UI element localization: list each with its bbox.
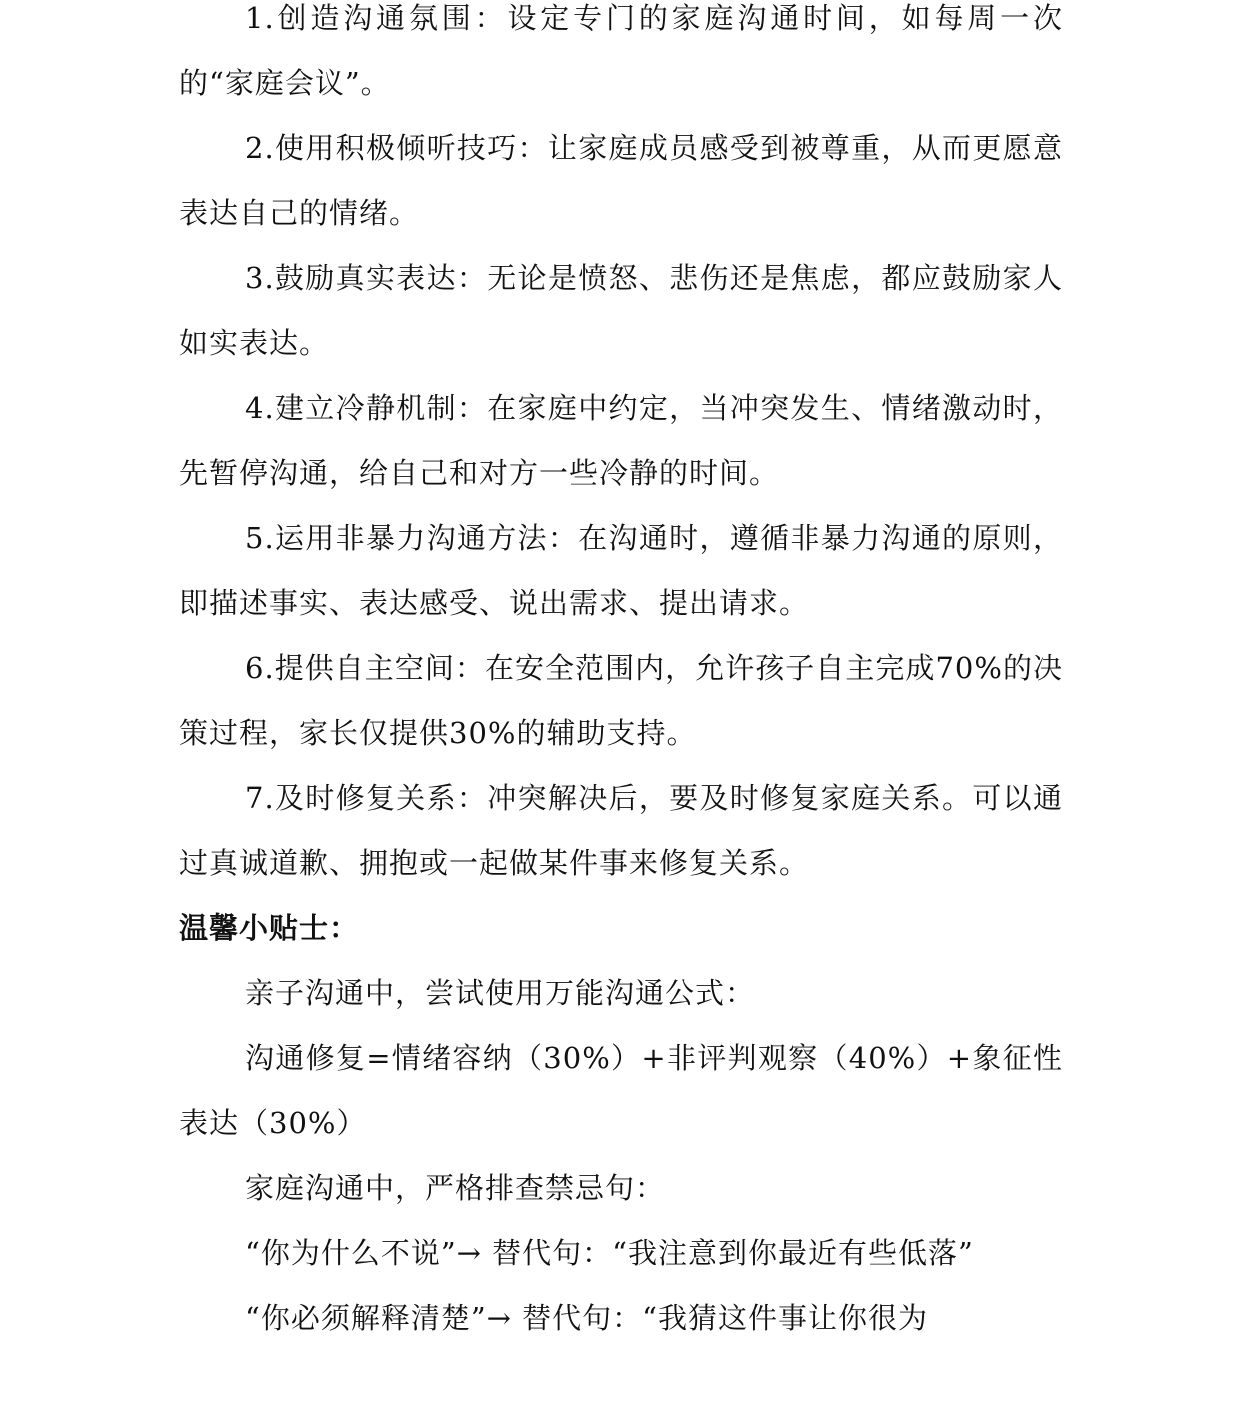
document-body (179, 0, 1063, 1351)
list-item-2: 2.使用积极倾听技巧：让家庭成员感受到被尊重，从而更愿意表达自己的情绪。 (179, 131, 1063, 230)
list-item-3: 3.鼓励真实表达：无论是愤怒、悲伤还是焦虑，都应鼓励家人如实表达。 (179, 261, 1063, 360)
taboo-intro: 家庭沟通中，严格排查禁忌句： (245, 1171, 666, 1205)
list-item-7: 7.及时修复关系：冲突解决后，要及时修复家庭关系。可以通过真诚道歉、拥抱或一起做某件事来修复关系。 (179, 781, 1063, 880)
taboo-sentence-1: “你为什么不说”→ 替代句：“我注意到你最近有些低落” (245, 1236, 974, 1270)
list-item-1: 1.创造沟通氛围：设定专门的家庭沟通时间，如每周一次的“家庭会议”。 (179, 1, 1063, 100)
list-item-4: 4.建立冷静机制：在家庭中约定，当冲突发生、情绪激动时，先暂停沟通，给自己和对方一些冷静的时间。 (179, 391, 1063, 490)
list-item-5: 5.运用非暴力沟通方法：在沟通时，遵循非暴力沟通的原则，即描述事实、表达感受、说出需求、提出请求。 (179, 521, 1063, 620)
tips-intro: 亲子沟通中，尝试使用万能沟通公式： (245, 976, 756, 1010)
tips-heading: 温馨小贴士： (179, 911, 360, 945)
list-item-6: 6.提供自主空间：在安全范围内，允许孩子自主完成70%的决策过程，家长仅提供30%的辅助支持。 (179, 651, 1063, 750)
tips-formula: 沟通修复=情绪容纳（30%）+非评判观察（40%）+象征性表达（30%） (179, 1041, 1063, 1140)
taboo-sentence-2: “你必须解释清楚”→ 替代句：“我猜这件事让你很为 (245, 1301, 928, 1335)
